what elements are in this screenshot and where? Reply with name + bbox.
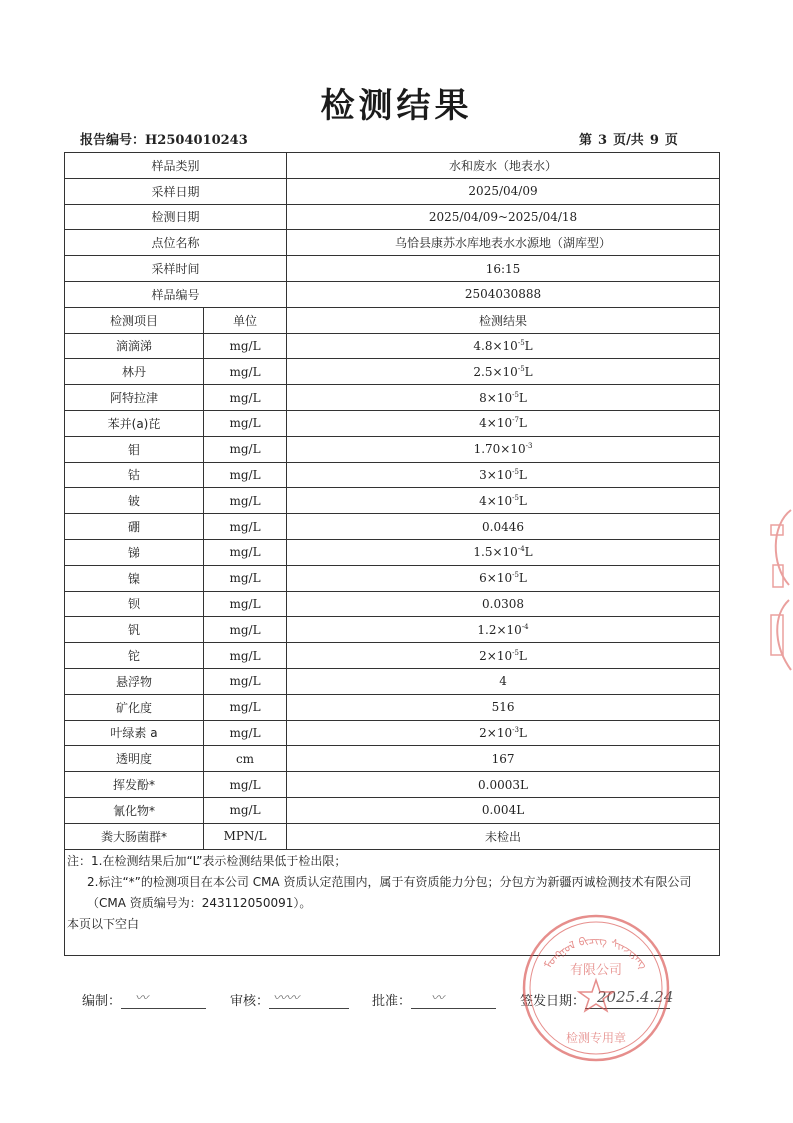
info-row — [65, 153, 720, 179]
result-row — [65, 797, 720, 823]
approved-label: 批准： — [372, 994, 412, 1009]
compiled-label: 编制： — [82, 994, 122, 1009]
info-label: 样品编号 — [65, 281, 287, 307]
result-item: 硼 — [65, 514, 204, 540]
result-item: 锑 — [65, 539, 204, 565]
results-table — [64, 152, 720, 956]
result-row — [65, 410, 720, 436]
result-unit: mg/L — [204, 617, 287, 643]
result-value-mantissa: 1.5×10 — [473, 545, 518, 560]
info-row — [65, 256, 720, 282]
results-header-row — [65, 307, 720, 333]
result-value-mantissa: 4×10 — [479, 493, 513, 508]
info-value: 乌恰县康苏水库地表水水源地（湖库型） — [287, 230, 720, 256]
result-unit: mg/L — [204, 720, 287, 746]
company-seal — [520, 912, 672, 1064]
result-value-mantissa: 2×10 — [479, 648, 513, 663]
result-value-flag: L — [524, 545, 533, 560]
result-value-flag: L — [518, 416, 527, 431]
result-value-mantissa: 未检出 — [485, 829, 522, 844]
result-unit: mg/L — [204, 436, 287, 462]
result-value — [287, 436, 720, 462]
result-value-flag: L — [518, 571, 527, 586]
info-row — [65, 230, 720, 256]
result-value — [287, 668, 720, 694]
reviewed-label: 审核： — [230, 994, 270, 1009]
info-label: 采样日期 — [65, 178, 287, 204]
page-middle: 页/共 — [613, 133, 644, 148]
seam-stamp-fragment — [763, 505, 793, 675]
result-unit: mg/L — [204, 539, 287, 565]
result-item: 钒 — [65, 617, 204, 643]
seal-company: 有限公司 — [569, 963, 623, 978]
result-value-mantissa: 1.2×10 — [477, 622, 522, 637]
result-value-flag: L — [518, 648, 527, 663]
result-value-exponent: -5 — [512, 571, 519, 580]
result-row — [65, 385, 720, 411]
result-item: 矿化度 — [65, 694, 204, 720]
result-row — [65, 514, 720, 540]
result-item: 透明度 — [65, 746, 204, 772]
result-value-exponent: -5 — [512, 493, 519, 502]
header-result: 检测结果 — [287, 307, 720, 333]
info-value: 16:15 — [287, 256, 720, 282]
result-unit: mg/L — [204, 668, 287, 694]
result-value-mantissa: 2×10 — [479, 725, 513, 740]
result-value — [287, 359, 720, 385]
note-2: 2.标注“*”的检测项目在本公司 CMA 资质认定范围内，属于有资质能力分包；分包方为新疆丙诚检测技术有限公司（CMA 资质编号为：243112050091）。 — [87, 874, 692, 910]
info-label: 样品类别 — [65, 153, 287, 179]
result-unit: mg/L — [204, 410, 287, 436]
result-item: 滴滴涕 — [65, 333, 204, 359]
info-value: 2025/04/09 — [287, 178, 720, 204]
page-current: 3 — [598, 133, 608, 148]
result-item: 镍 — [65, 565, 204, 591]
result-item: 挥发酚* — [65, 772, 204, 798]
page-suffix: 页 — [664, 133, 678, 148]
result-value — [287, 797, 720, 823]
result-item: 钡 — [65, 591, 204, 617]
result-item: 铊 — [65, 643, 204, 669]
result-value-mantissa: 6×10 — [479, 571, 513, 586]
result-item: 钼 — [65, 436, 204, 462]
result-row — [65, 617, 720, 643]
page-prefix: 第 — [579, 133, 593, 148]
result-value-mantissa: 4.8×10 — [473, 338, 518, 353]
header-item: 检测项目 — [65, 307, 204, 333]
seal-ring-text: ᠮᠣᠩᠭᠣᠯ ᠪᠢᠴᠢᠭ ᠰᠢᠨᠵᠢᠶᠠᠩ — [541, 933, 651, 972]
result-item: 苯并(a)芘 — [65, 410, 204, 436]
result-item: 铍 — [65, 488, 204, 514]
result-unit: mg/L — [204, 643, 287, 669]
result-value-mantissa: 0.0308 — [482, 596, 525, 611]
result-value-exponent: -4 — [517, 545, 525, 554]
page-indicator — [579, 129, 678, 148]
result-row — [65, 359, 720, 385]
info-row — [65, 281, 720, 307]
result-value-mantissa: 8×10 — [479, 390, 513, 405]
header-unit: 单位 — [204, 307, 287, 333]
result-value-exponent: -3 — [512, 725, 519, 734]
result-value — [287, 823, 720, 849]
info-label: 采样时间 — [65, 256, 287, 282]
result-item: 林丹 — [65, 359, 204, 385]
page-title: 检测结果 — [320, 86, 473, 126]
result-unit: mg/L — [204, 772, 287, 798]
result-value-mantissa: 3×10 — [479, 467, 513, 482]
result-row — [65, 772, 720, 798]
result-row — [65, 643, 720, 669]
result-value — [287, 772, 720, 798]
result-unit: cm — [204, 746, 287, 772]
result-row — [65, 668, 720, 694]
result-row — [65, 823, 720, 849]
result-unit: mg/L — [204, 359, 287, 385]
result-item: 叶绿素 a — [65, 720, 204, 746]
result-value-mantissa: 516 — [491, 700, 515, 715]
approved-signature-mark: 〰 — [431, 991, 445, 1006]
result-value — [287, 694, 720, 720]
info-row — [65, 204, 720, 230]
result-value-mantissa: 4×10 — [479, 416, 513, 431]
result-value-mantissa: 0.0003L — [478, 777, 528, 792]
result-value-exponent: -3 — [525, 442, 533, 451]
info-row — [65, 178, 720, 204]
result-item: 阿特拉津 — [65, 385, 204, 411]
result-row — [65, 488, 720, 514]
page-total: 9 — [649, 133, 659, 148]
note-3: 本页以下空白 — [67, 916, 140, 931]
result-value — [287, 462, 720, 488]
approved-by — [372, 990, 496, 1009]
result-item: 氰化物* — [65, 797, 204, 823]
result-row — [65, 746, 720, 772]
report-number — [80, 129, 248, 148]
result-value — [287, 333, 720, 359]
seal-label: 检测专用章 — [565, 1031, 627, 1045]
result-value-mantissa: 167 — [491, 751, 515, 766]
result-value-mantissa: 2.5×10 — [473, 364, 518, 379]
result-row — [65, 591, 720, 617]
result-value — [287, 410, 720, 436]
result-value-flag: L — [518, 390, 527, 405]
result-row — [65, 694, 720, 720]
result-value-flag: L — [518, 467, 527, 482]
issue-date-value: 2025.4.24 — [597, 988, 674, 1006]
result-value — [287, 565, 720, 591]
compiled-by — [82, 990, 206, 1009]
result-unit: mg/L — [204, 514, 287, 540]
result-value — [287, 514, 720, 540]
result-unit: mg/L — [204, 591, 287, 617]
result-row — [65, 539, 720, 565]
result-value-flag: L — [518, 725, 527, 740]
result-value-mantissa: 1.70×10 — [473, 442, 526, 457]
compiled-signature — [121, 992, 206, 1009]
result-unit: mg/L — [204, 694, 287, 720]
result-row — [65, 436, 720, 462]
result-value-flag: L — [518, 493, 527, 508]
info-value: 水和废水（地表水） — [287, 153, 720, 179]
issue-date-label: 签发日期： — [520, 994, 586, 1009]
result-value-flag: L — [524, 338, 533, 353]
note-1: 注：1.在检测结果后加“L”表示检测结果低于检出限； — [67, 853, 347, 868]
info-label: 检测日期 — [65, 204, 287, 230]
result-item: 钴 — [65, 462, 204, 488]
result-value — [287, 617, 720, 643]
result-unit: mg/L — [204, 797, 287, 823]
result-value-mantissa: 4 — [499, 674, 507, 689]
result-value-exponent: -5 — [517, 364, 525, 373]
seal-star-icon — [579, 980, 613, 1011]
result-value — [287, 643, 720, 669]
info-value: 2504030888 — [287, 281, 720, 307]
result-row — [65, 720, 720, 746]
result-item: 粪大肠菌群* — [65, 823, 204, 849]
result-value-mantissa: 0.0446 — [482, 519, 525, 534]
info-value: 2025/04/09~2025/04/18 — [287, 204, 720, 230]
reviewed-signature — [269, 992, 349, 1009]
report-number-label: 报告编号： — [80, 133, 146, 148]
result-value-exponent: -5 — [517, 338, 525, 347]
compiled-signature-mark: 〰 — [135, 991, 149, 1006]
result-value-exponent: -5 — [512, 390, 519, 399]
result-value — [287, 488, 720, 514]
result-value-flag: L — [524, 364, 533, 379]
result-value-exponent: -5 — [512, 648, 519, 657]
result-value — [287, 591, 720, 617]
result-item: 悬浮物 — [65, 668, 204, 694]
reviewed-signature-mark: 〰〰 — [273, 991, 300, 1006]
result-unit: MPN/L — [204, 823, 287, 849]
info-label: 点位名称 — [65, 230, 287, 256]
result-unit: mg/L — [204, 462, 287, 488]
result-row — [65, 565, 720, 591]
result-row — [65, 462, 720, 488]
result-value — [287, 746, 720, 772]
result-unit: mg/L — [204, 488, 287, 514]
report-number-value: H2504010243 — [145, 133, 248, 148]
result-value — [287, 385, 720, 411]
result-unit: mg/L — [204, 565, 287, 591]
result-value — [287, 539, 720, 565]
result-value-exponent: -7 — [512, 416, 519, 425]
result-value-mantissa: 0.004L — [481, 803, 525, 818]
approved-signature — [411, 992, 496, 1009]
result-value-exponent: -5 — [512, 467, 519, 476]
result-unit: mg/L — [204, 333, 287, 359]
result-unit: mg/L — [204, 385, 287, 411]
result-value — [287, 720, 720, 746]
result-value-exponent: -4 — [521, 622, 529, 631]
result-row — [65, 333, 720, 359]
reviewed-by — [230, 990, 349, 1009]
